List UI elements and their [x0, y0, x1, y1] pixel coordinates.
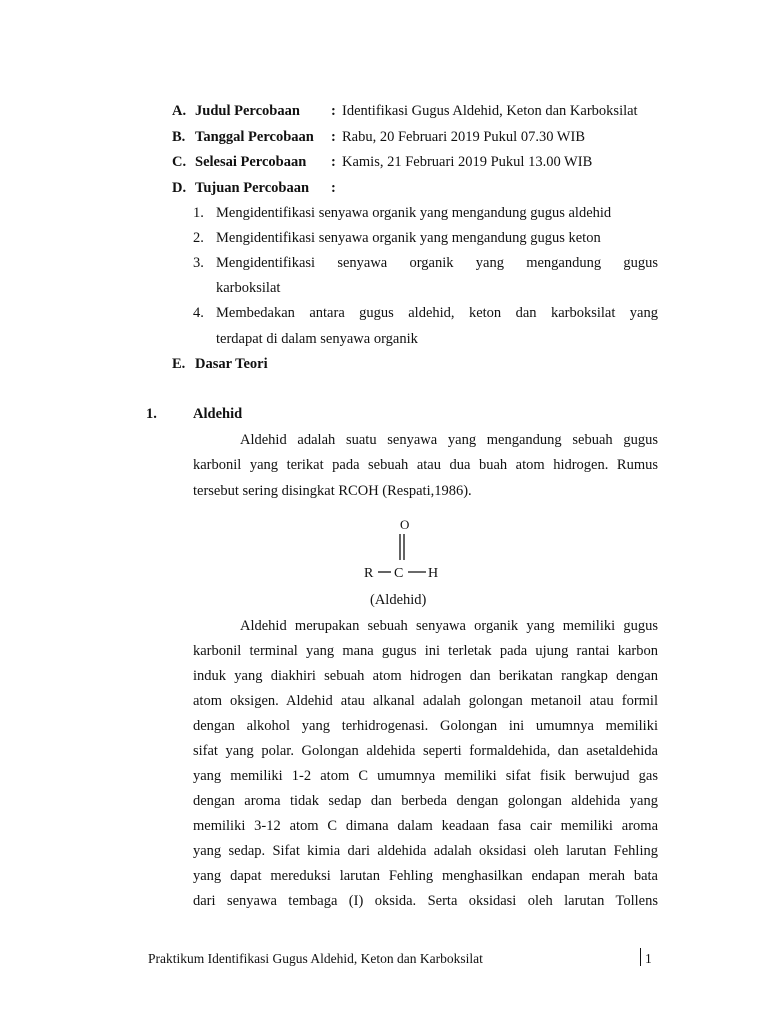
item-a-letter: A.: [172, 103, 187, 119]
item-c-colon: :: [331, 154, 336, 170]
section-1-number: 1.: [146, 406, 157, 422]
hydrogen-atom: H: [428, 566, 439, 581]
item-c-label: Selesai Percobaan: [195, 154, 307, 170]
oxygen-atom: O: [400, 517, 410, 532]
objective-2-number: 2.: [193, 230, 204, 246]
objective-2-text: Mengidentifikasi senyawa organik yang mengandung gugus keton: [216, 230, 601, 246]
paragraph-2-line-7: yang memiliki 1-2 atom C umumnya memiliki sifat fisik berwujud gas: [193, 768, 658, 784]
objective-4-text-line2: terdapat di dalam senyawa organik: [216, 331, 418, 347]
paragraph-2-line-1: Aldehid merupakan sebuah senyawa organik yang memiliki gugus: [240, 618, 658, 634]
objective-3-text-line2: karboksilat: [216, 280, 281, 296]
objective-3-text-line1: Mengidentifikasi senyawa organik yang mengandung gugus: [216, 255, 658, 271]
aldehyde-structure: [360, 515, 450, 585]
objective-4-text-line1: Membedakan antara gugus aldehid, keton dan karboksilat yang: [216, 305, 658, 321]
paragraph-2-line-4: atom oksigen. Aldehid atau alkanal adalah golongan metanoil atau formil: [193, 693, 658, 709]
paragraph-2-line-6: sifat yang polar. Golongan aldehida seperti formaldehida, dan asetaldehida: [193, 743, 658, 759]
paragraph-2-line-10: yang sedap. Sifat kimia dari aldehida adalah oksidasi oleh larutan Fehling: [193, 843, 658, 859]
structure-caption: (Aldehid): [370, 592, 427, 608]
paragraph-2-line-2: karbonil terminal yang mana gugus ini terletak pada ujung rantai karbon: [193, 643, 658, 659]
item-e-letter: E.: [172, 356, 186, 372]
paragraph-2-line-11: yang dapat mereduksi larutan Fehling menghasilkan endapan merah bata: [193, 868, 658, 884]
item-c-value: Kamis, 21 Februari 2019 Pukul 13.00 WIB: [342, 154, 593, 170]
page-number: 1: [645, 951, 652, 966]
item-c-letter: C.: [172, 154, 187, 170]
paragraph-1-line-2: karbonil yang terikat pada sebuah atau dua buah atom hidrogen. Rumus: [193, 457, 658, 473]
item-b-label: Tanggal Percobaan: [195, 129, 314, 145]
paragraph-1-line-3: tersebut sering disingkat RCOH (Respati,1986).: [193, 483, 472, 499]
item-a-colon: :: [331, 103, 336, 119]
paragraph-2-line-8: dengan aroma tidak sedap dan berbeda dengan golongan aldehida yang: [193, 793, 658, 809]
footer-divider: [640, 948, 641, 966]
item-b-colon: :: [331, 129, 336, 145]
item-a-value: Identifikasi Gugus Aldehid, Keton dan Karboksilat: [342, 103, 638, 119]
item-d-letter: D.: [172, 180, 187, 196]
paragraph-2-line-12: dari senyawa tembaga (I) oksida. Serta oksidasi oleh larutan Tollens: [193, 893, 658, 909]
item-d-label: Tujuan Percobaan: [195, 180, 310, 196]
section-1-title: Aldehid: [193, 406, 243, 422]
aldehyde-structure-drawing: [360, 515, 450, 585]
r-group: R: [364, 566, 374, 581]
objective-3-number: 3.: [193, 255, 204, 271]
item-a-label: Judul Percobaan: [195, 103, 300, 119]
footer-title: Praktikum Identifikasi Gugus Aldehid, Keton dan Karboksilat: [148, 951, 483, 966]
item-d-colon: :: [331, 180, 336, 196]
carbon-atom: C: [394, 566, 404, 581]
objective-4-number: 4.: [193, 305, 204, 321]
paragraph-2-line-5: dengan alkohol yang terhidrogenasi. Golongan ini umumnya memiliki: [193, 718, 658, 734]
item-b-letter: B.: [172, 129, 186, 145]
objective-1-text: Mengidentifikasi senyawa organik yang mengandung gugus aldehid: [216, 205, 612, 221]
paragraph-1-line-1: Aldehid adalah suatu senyawa yang mengandung sebuah gugus: [240, 432, 658, 448]
paragraph-2-line-9: memiliki 3-12 atom C dimana dalam keadaan fasa cair memiliki aroma: [193, 818, 658, 834]
item-e-label: Dasar Teori: [195, 356, 268, 372]
item-b-value: Rabu, 20 Februari 2019 Pukul 07.30 WIB: [342, 129, 585, 145]
paragraph-2-line-3: induk yang diakhiri sebuah atom hidrogen dan berikatan rangkap dengan: [193, 668, 658, 684]
objective-1-number: 1.: [193, 205, 204, 221]
